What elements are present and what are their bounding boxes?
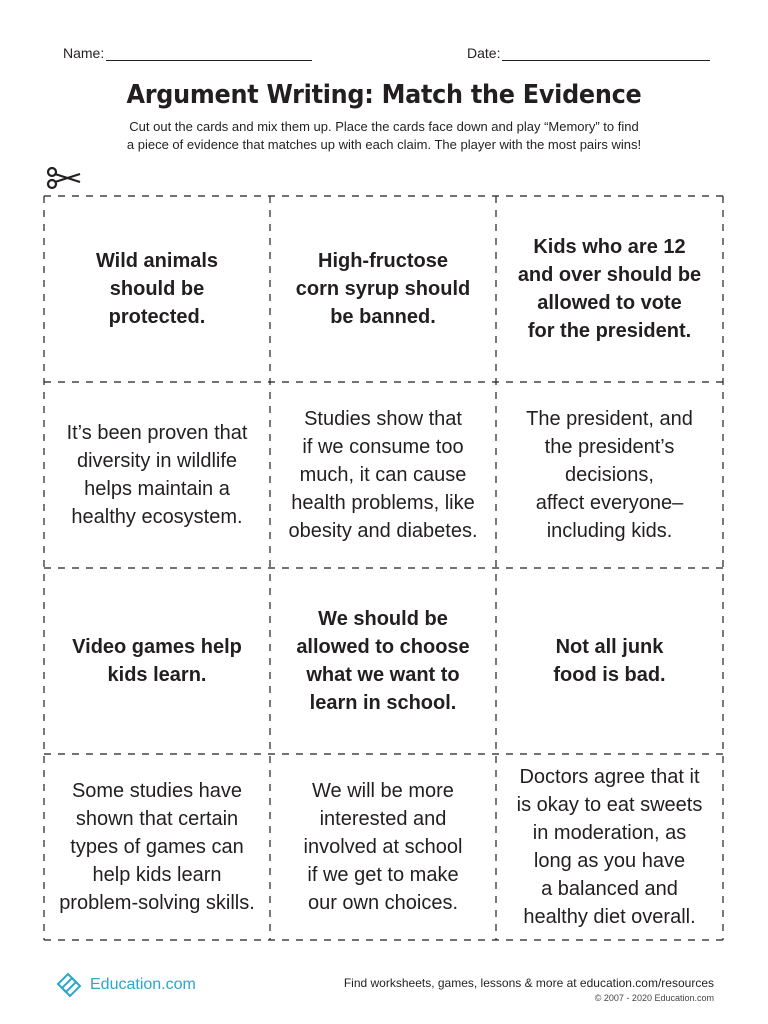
card-line: types of games can [70,836,244,858]
footer-copyright: © 2007 - 2020 Education.com [594,993,714,1003]
footer-tagline: Find worksheets, games, lessons & more at education.com/resources [343,976,714,990]
card-line: Some studies have [71,780,243,802]
card-line: healthy diet overall. [523,906,696,928]
card-line: much, it can cause [299,464,467,486]
name-field[interactable] [63,44,312,61]
card-line: problem-solving skills. [59,892,255,914]
card-line: healthy ecosystem. [71,506,243,528]
card-line: Not all junk [555,636,664,658]
card-line: if we get to make [307,864,459,886]
card-line: including kids. [546,520,673,542]
card-text [518,233,701,345]
card-text [553,633,665,689]
card-text [96,247,218,331]
card-line: and over should be [517,264,702,286]
card-text [67,419,248,531]
worksheet-title: Argument Writing: Match the Evidence [126,80,642,110]
card-line: is okay to eat sweets [516,794,703,816]
claim-card[interactable] [270,568,496,754]
claim-card[interactable] [44,568,270,754]
evidence-card[interactable] [496,754,723,940]
card-line: affect everyone– [535,492,684,514]
claim-card[interactable] [496,196,723,382]
name-blank[interactable] [106,44,312,61]
card-line: the president’s [544,436,675,458]
card-text [526,405,693,545]
card-line: help kids learn [92,864,222,886]
card-line: interested and [319,808,447,830]
date-field[interactable] [467,44,710,61]
card-line: long as you have [533,850,686,872]
instructions-line: Cut out the cards and mix them up. Place the cards face down and play “Memory” to find [129,119,639,134]
card-line: should be [109,278,205,300]
evidence-card[interactable] [44,382,270,568]
card-line: It’s been proven that [66,422,248,444]
instructions [84,118,684,154]
card-line: Doctors agree that it [519,766,700,788]
evidence-card[interactable] [44,754,270,940]
card-line: health problems, like [291,492,475,514]
claim-card[interactable] [44,196,270,382]
card-text [72,633,242,689]
card-line: a balanced and [541,878,678,900]
card-line: diversity in wildlife [76,450,238,472]
card-text [517,763,703,931]
date-label: Date: [467,45,501,61]
claim-card[interactable] [496,568,723,754]
card-line: protected. [108,306,206,328]
card-line: be banned. [330,306,436,328]
card-text [304,777,463,917]
card-text [296,247,470,331]
evidence-card[interactable] [270,382,496,568]
card-line: High-fructose [318,250,448,272]
scissors-icon [46,166,82,190]
card-line: The president, and [526,408,693,430]
evidence-card[interactable] [270,754,496,940]
name-label: Name: [63,45,105,61]
card-line: We will be more [312,780,454,802]
education-logo[interactable] [54,970,196,1000]
card-line: decisions, [565,464,654,486]
card-line: obesity and diabetes. [288,520,478,542]
evidence-card[interactable] [496,382,723,568]
card-line: Kids who are 12 [533,236,686,258]
card-line: allowed to vote [537,292,682,314]
card-line: shown that certain [75,808,239,830]
card-line: if we consume too [302,436,464,458]
card-line: We should be [318,608,448,630]
card-line: food is bad. [553,664,666,686]
card-line: involved at school [303,836,463,858]
card-grid [44,196,723,940]
brand-name: Education.com [90,976,196,993]
card-line: our own choices. [307,892,459,914]
card-line: in moderation, as [532,822,687,844]
card-line: Wild animals [95,250,219,272]
card-line: kids learn. [107,664,207,686]
card-line: Video games help [72,636,242,658]
card-line: learn in school. [309,692,457,714]
claim-card[interactable] [270,196,496,382]
card-line: corn syrup should [295,278,471,300]
card-text [288,405,477,545]
education-logo-icon [54,970,84,1000]
card-text [59,777,255,917]
card-text [296,605,469,717]
instructions-line: a piece of evidence that matches up with each claim. The player with the most pairs wins! [126,137,642,152]
card-line: allowed to choose [296,636,470,658]
card-line: Studies show that [304,408,462,430]
card-line: for the president. [527,320,692,342]
footer-text [344,976,714,1006]
card-line: helps maintain a [84,478,230,500]
card-line: what we want to [306,664,460,686]
date-blank[interactable] [502,44,710,61]
